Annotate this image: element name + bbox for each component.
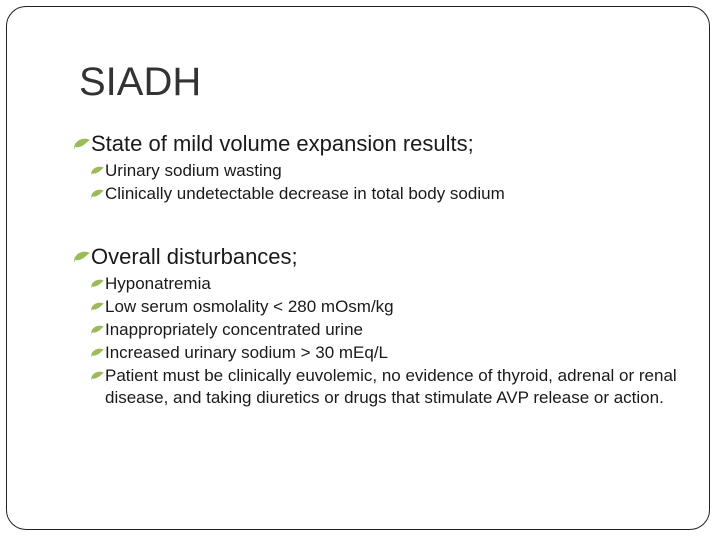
leaf-bullet-icon [72, 130, 91, 158]
list-item [90, 296, 692, 318]
section-heading-text: State of mild volume expansion results; [91, 131, 474, 156]
leaf-bullet-icon [90, 365, 105, 387]
leaf-bullet-icon [90, 183, 105, 205]
section-volume-expansion [72, 130, 692, 206]
list-item [90, 273, 692, 295]
leaf-bullet-icon [90, 273, 105, 295]
slide-title: SIADH [79, 60, 202, 104]
list-item [90, 160, 692, 182]
list-item [90, 319, 692, 341]
list-item-text: Inappropriately concentrated urine [105, 320, 363, 339]
leaf-bullet-icon [90, 319, 105, 341]
list-item-text: Hyponatremia [105, 274, 211, 293]
leaf-bullet-icon [90, 160, 105, 182]
list-item [90, 365, 692, 409]
bullet-list [90, 273, 692, 409]
bullet-list [90, 160, 692, 205]
leaf-bullet-icon [72, 243, 91, 271]
section-heading [72, 130, 692, 158]
list-item-text: Urinary sodium wasting [105, 161, 282, 180]
list-item-text: Increased urinary sodium > 30 mEq/L [105, 343, 389, 362]
list-item [90, 183, 692, 205]
section-heading [72, 243, 692, 271]
leaf-bullet-icon [90, 342, 105, 364]
leaf-bullet-icon [90, 296, 105, 318]
list-item-text: Patient must be clinically euvolemic, no evidence of thyroid, adrenal or renal disease, and taking diuretics or drugs that stimulate AVP release or action. [105, 366, 677, 407]
list-item [90, 342, 692, 364]
list-item-text: Low serum osmolality < 280 mOsm/kg [105, 297, 394, 316]
section-heading-text: Overall disturbances; [91, 244, 298, 269]
section-overall-disturbances [72, 243, 692, 410]
list-item-text: Clinically undetectable decrease in total body sodium [105, 184, 505, 203]
